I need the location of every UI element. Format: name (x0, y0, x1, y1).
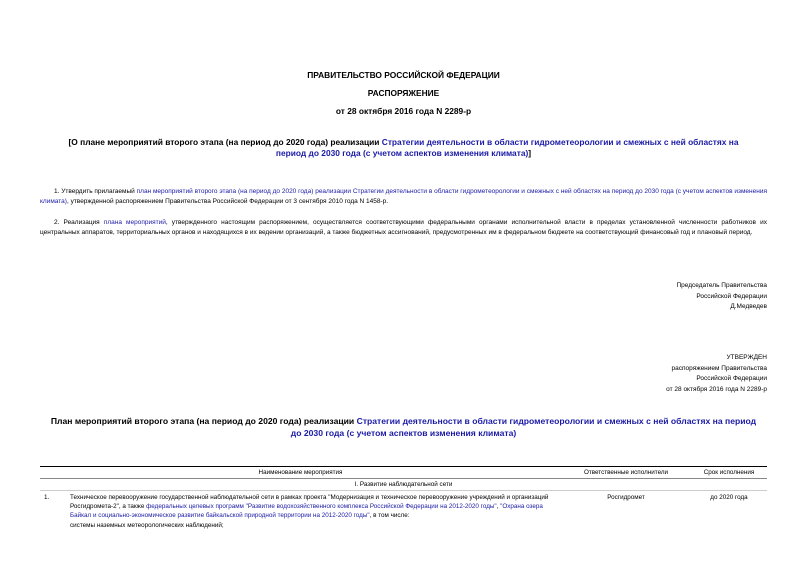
section-title: I. Развитие наблюдательной сети (40, 479, 767, 491)
paragraph-2-text: 2. Реализация (54, 219, 104, 226)
government-title: ПРАВИТЕЛЬСТВО РОССИЙСКОЙ ФЕДЕРАЦИИ (307, 70, 500, 80)
approval-country: Российской Федерации (696, 375, 767, 382)
paragraph-1-text: 1. Утвердить прилагаемый (54, 188, 137, 195)
row-measure-text-end: , в том числе: (369, 512, 410, 519)
signature-name: Д.Медведев (730, 303, 767, 310)
plan-strategy-link-line1[interactable]: Стратегии деятельности в области гидрометеорологии и смежных с ней областях на период (356, 416, 757, 426)
paragraph-2-text-end: , утвержденного настоящим распоряжением, осуществляется соответствующими федеральными органами исполнительной власти в пределах установленной численности работников их центральных аппаратов, территориальных органов и находящихся в их ведении организаций, а также бюджетных ассигнований, предусмотренных им в федеральном бюджете на соответствующий финансовый год и плановый период. (40, 219, 767, 236)
paragraph-2 (40, 218, 767, 238)
row-deadline: до 2020 года (710, 494, 748, 501)
header-executors: Ответственные исполнители (561, 467, 691, 479)
header-deadline: Срок исполнения (691, 467, 767, 479)
row-measure-sub: системы наземных метеорологических наблюдений; (70, 522, 224, 529)
header-measure: Наименование мероприятия (40, 467, 561, 479)
approval-date: от 28 октября 2016 года N 2289-р (666, 385, 767, 393)
signature-country: Российской Федерации (696, 292, 767, 300)
document-type: РАСПОРЯЖЕНИЕ (367, 88, 440, 98)
signature-block (676, 281, 767, 313)
approval-by: распоряжением Правительства (671, 364, 767, 372)
strategy-link-line2[interactable]: период до 2030 года (с учетом аспектов изменения климата) (275, 148, 529, 158)
row-executor: Росгидромет (607, 494, 645, 501)
plan-measures-link[interactable]: плана мероприятий (103, 219, 166, 226)
strategy-link-line1[interactable]: Стратегии деятельности в области гидрометеорологии и смежных с ней областях на (381, 137, 739, 147)
document-title (0, 137, 807, 159)
row-number: 1. (44, 494, 50, 501)
plan-table (40, 466, 767, 530)
signature-position: Председатель Правительства (676, 282, 767, 289)
row-measure-separator: , (496, 503, 501, 510)
row-measure-text: Техническое перевооружение государственной наблюдательной сети в рамках проекта "Модернизация и техническое перевооружение учреждений и организаций Росгидромета-2", а также (70, 494, 549, 510)
document-date-number: от 28 октября 2016 года N 2289-р (335, 106, 472, 116)
paragraph-1-text-end: , утвержденной распоряжением Правительства Российской Федерации от 3 сентября 2010 года N 1458-р. (66, 198, 389, 205)
paragraph-1 (40, 187, 767, 207)
plan-strategy-link-line2[interactable]: до 2030 года (с учетом аспектов изменения климата) (290, 427, 517, 438)
table-header-row (40, 467, 767, 479)
row-measure (64, 491, 561, 531)
plan-link[interactable]: план мероприятий второго этапа (на период до 2020 года) реализации Стратегии деятельности в области гидрометеорологии и смежных с ней областях на период до 2030 года (с учетом аспектов изменения климата) (40, 188, 767, 205)
fcp-water-link[interactable]: федеральных целевых программ "Развитие водохозяйственного комплекса Российской Федерации на 2012-2020 годы" (146, 503, 497, 510)
approval-block (666, 353, 767, 395)
fcp-baikal-link[interactable]: "Охрана озера Байкал и социально-экономическое развитие байкальской природной территории на 2012-2020 годы" (70, 503, 543, 519)
approval-stamp: УТВЕРЖДЕН (726, 354, 767, 361)
table-row (40, 491, 767, 531)
plan-title-prefix: План мероприятий второго этапа (на период до 2020 года) реализации (50, 416, 357, 426)
document-title-prefix: [О плане мероприятий второго этапа (на период до 2020 года) реализации (68, 137, 382, 147)
document-title-suffix: ] (528, 148, 532, 158)
section-row (40, 479, 767, 491)
plan-title (0, 416, 807, 439)
